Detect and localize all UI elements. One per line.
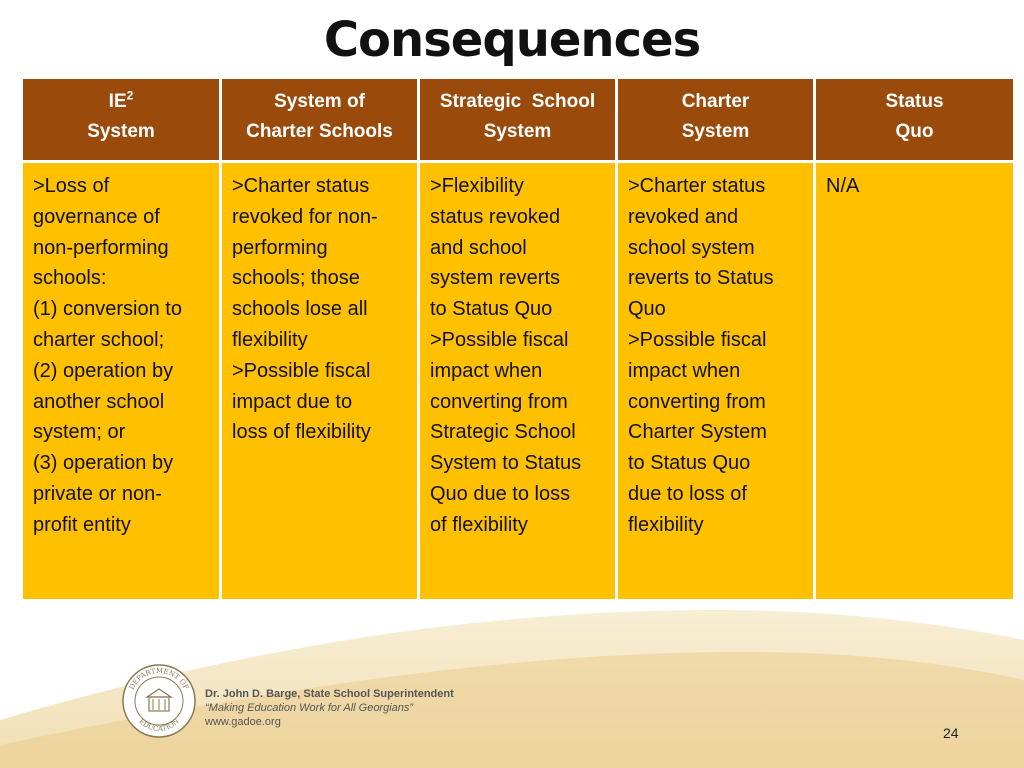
cell-text-line: Strategic School xyxy=(430,421,576,444)
cell-text-line: (1) conversion to xyxy=(33,298,182,321)
header-ie2-superscript: 2 xyxy=(126,88,134,103)
consequences-table xyxy=(20,76,1016,602)
svg-text:DEPARTMENT OF: DEPARTMENT OF xyxy=(127,666,191,692)
cell-text-line: and school xyxy=(430,236,527,259)
cell-text-line: impact when xyxy=(430,359,543,382)
cell-text-line: System to Status xyxy=(430,452,582,475)
header-status-quo: Status Quo xyxy=(815,78,1015,162)
cell-text-line: revoked for non- xyxy=(232,205,378,228)
cell-text-line: schools; those xyxy=(232,267,360,290)
cell-text-line: >Charter status xyxy=(628,175,766,197)
cell-text-line: charter school; xyxy=(33,328,165,351)
cell-text-line: profit entity xyxy=(33,513,131,536)
cell-text-line: >Possible fiscal xyxy=(430,328,569,351)
cell-ie2-consequences xyxy=(22,162,221,601)
cell-text-line: Quo due to loss xyxy=(430,482,571,505)
cell-text-line: flexibility xyxy=(232,328,308,351)
cell-text-line: >Loss of xyxy=(33,175,110,197)
cell-text-line: loss of flexibility xyxy=(232,421,371,444)
georgia-doe-seal-icon xyxy=(121,663,197,739)
header-charter-system: Charter System xyxy=(617,78,815,162)
cell-charter-schools-consequences xyxy=(221,162,419,601)
cell-text-line: of flexibility xyxy=(430,513,528,536)
table-header-row xyxy=(22,78,1015,162)
cell-text-line: due to loss of xyxy=(628,482,747,505)
cell-text-line: converting from xyxy=(430,390,568,413)
cell-text-line: private or non- xyxy=(33,482,162,505)
cell-text-line: schools lose all xyxy=(232,298,368,321)
header-ie2-system: $IE^2$ System xyxy=(22,78,221,162)
table-row xyxy=(22,162,1015,601)
cell-text-line: impact due to xyxy=(232,390,353,413)
cell-status-quo-consequences xyxy=(815,162,1015,601)
cell-text-line: >Possible fiscal xyxy=(232,359,371,382)
footer-motto: “Making Education Work for All Georgians” xyxy=(205,702,414,714)
cell-text-line: flexibility xyxy=(628,513,704,536)
cell-text-line: >Charter status xyxy=(232,175,370,197)
cell-text-line: to Status Quo xyxy=(628,452,751,475)
cell-charter-system-consequences xyxy=(617,162,815,601)
cell-text-line: N/A xyxy=(826,175,860,197)
footer-credits xyxy=(205,687,454,729)
cell-text-line: non-performing xyxy=(33,236,169,259)
cell-text-line: (2) operation by xyxy=(33,359,174,382)
cell-text-line: >Possible fiscal xyxy=(628,328,767,351)
footer-website: www.gadoe.org xyxy=(205,716,281,728)
header-strategic-school-system: Strategic School System xyxy=(419,78,617,162)
cell-text-line: (3) operation by xyxy=(33,452,174,475)
cell-text-line: revoked and xyxy=(628,205,739,228)
cell-text-line: governance of xyxy=(33,205,160,228)
cell-text-line: status revoked xyxy=(430,205,561,228)
cell-text-line: schools: xyxy=(33,267,107,290)
cell-text-line: impact when xyxy=(628,359,741,382)
header-system-of-charter-schools: System of Charter Schools xyxy=(221,78,419,162)
cell-text-line: converting from xyxy=(628,390,766,413)
cell-text-line: another school xyxy=(33,390,165,413)
cell-text-line: system; or xyxy=(33,421,126,444)
cell-text-line: Charter System xyxy=(628,421,767,444)
cell-text-line: >Flexibility xyxy=(430,175,524,197)
svg-text:EDUCATION: EDUCATION xyxy=(137,717,181,734)
slide-title: Consequences xyxy=(323,12,701,68)
cell-text-line: reverts to Status xyxy=(628,267,774,290)
cell-text-line: system reverts xyxy=(430,267,561,290)
cell-text-line: Quo xyxy=(628,298,666,321)
cell-text-line: school system xyxy=(628,236,755,259)
page-number: 24 xyxy=(943,725,959,741)
cell-text-line: to Status Quo xyxy=(430,298,553,321)
cell-strategic-consequences xyxy=(419,162,617,601)
cell-text-line: performing xyxy=(232,236,328,259)
footer-superintendent: Dr. John D. Barge, State School Superintendent xyxy=(205,688,454,700)
